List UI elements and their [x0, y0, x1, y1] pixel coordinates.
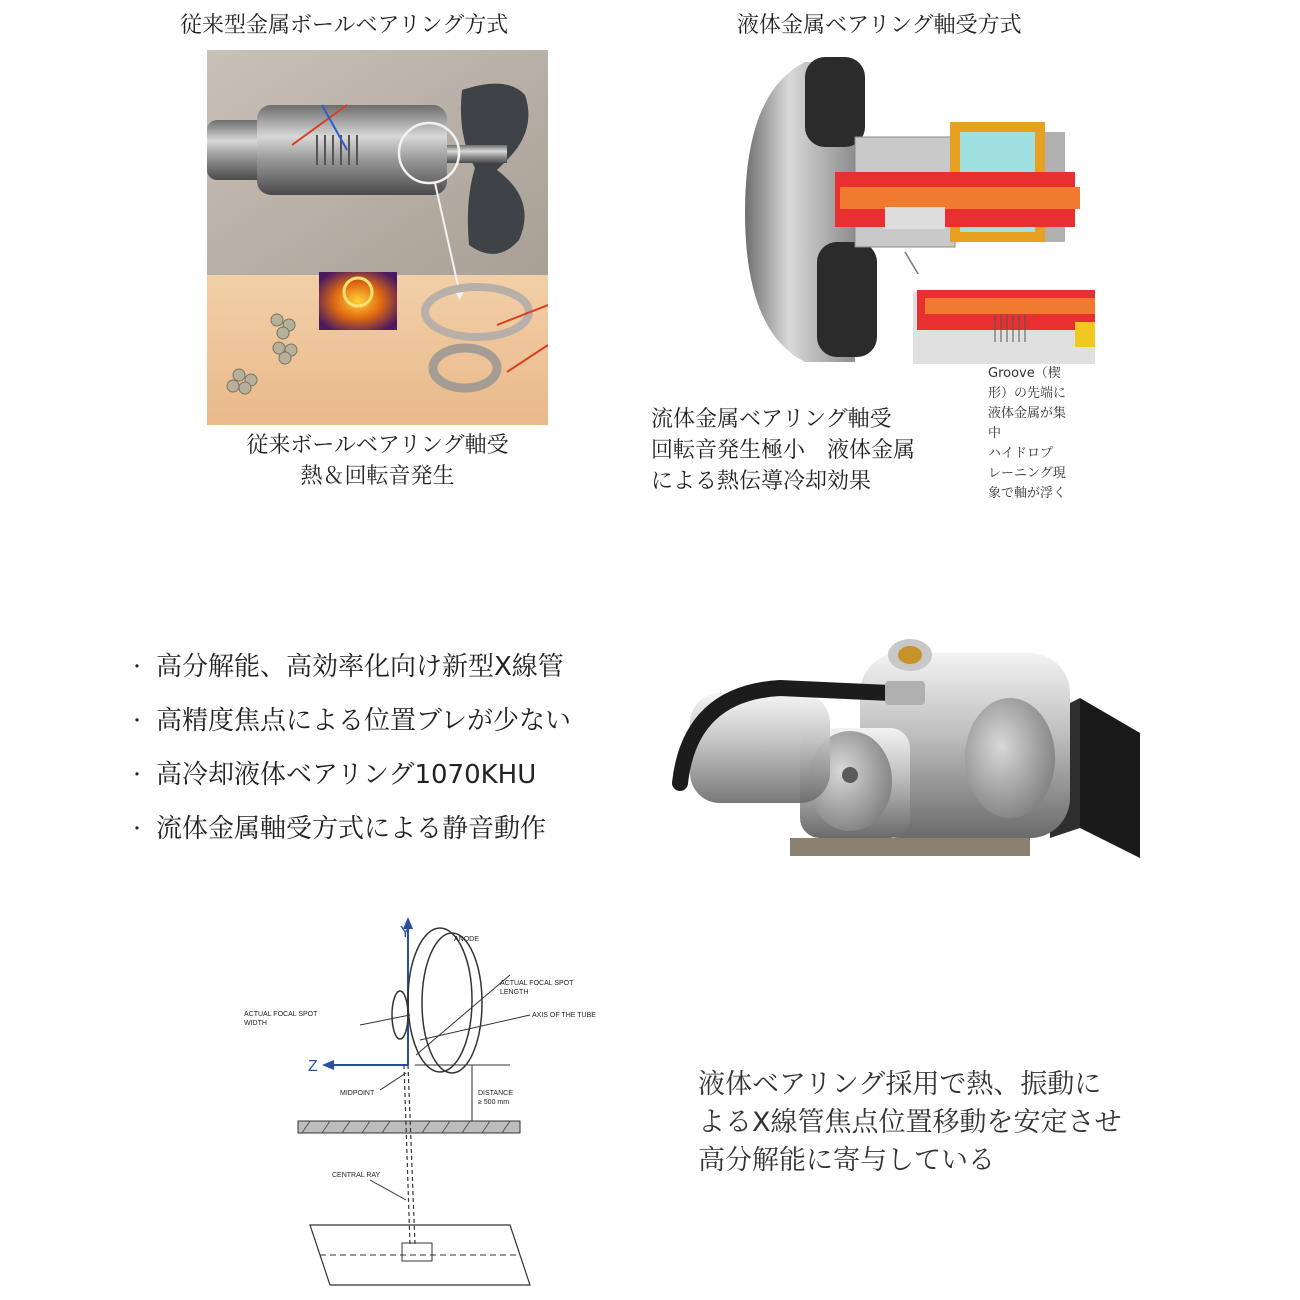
feature-text: 高分解能、高効率化向け新型X線管: [156, 652, 564, 682]
bullet-glyph: ・: [128, 818, 146, 840]
liquid-bearing-caption-line2: 回転音発生極小 液体金属: [651, 438, 916, 463]
xray-tube-image: [660, 633, 1140, 863]
summary-line1: 液体ベアリング採用で熱、振動に: [698, 1069, 1102, 1100]
liquid-bearing-cutaway: [745, 52, 1100, 370]
bullet-glyph: ・: [128, 710, 146, 732]
feature-text: 高精度焦点による位置ブレが少ない: [156, 706, 571, 736]
summary-line2: よるX線管焦点位置移動を安定させ: [698, 1107, 1122, 1138]
liquid-bearing-caption: [651, 404, 981, 497]
ball-bearing-caption: [207, 430, 548, 492]
feature-list: [128, 640, 571, 856]
ball-bearing-title: 従来型金属ボールベアリング方式: [180, 13, 509, 38]
diagram-label-axis: AXIS OF THE TUBE: [532, 1012, 596, 1019]
groove-note-line4: 中: [988, 426, 1002, 441]
groove-note: [988, 364, 1098, 504]
diagram-label-distance-2: ≥ 500 mm: [478, 1099, 510, 1106]
feature-item: [128, 802, 571, 856]
diagram-label-length-2: LENGTH: [500, 989, 529, 996]
groove-note-line1: Groove（楔: [988, 366, 1061, 381]
diagram-label-central-ray: CENTRAL RAY: [332, 1172, 381, 1179]
ball-bearing-caption-line1: 従来ボールベアリング軸受: [246, 433, 509, 458]
groove-note-line3: 液体金属が集: [988, 406, 1067, 421]
groove-note-line6: レーニング現: [988, 466, 1066, 481]
groove-note-line2: 形）の先端に: [988, 386, 1067, 401]
feature-item: [128, 640, 571, 694]
feature-item: [128, 748, 571, 802]
diagram-label-length-1: ACTUAL FOCAL SPOT: [500, 980, 574, 987]
bullet-glyph: ・: [128, 764, 146, 786]
liquid-bearing-title: 液体金属ベアリング軸受方式: [737, 13, 1022, 38]
diagram-label-distance-1: DISTANCE: [478, 1090, 513, 1097]
liquid-bearing-caption-line1: 流体金属ベアリング軸受: [651, 407, 892, 432]
groove-note-line5: ハイドロプ: [988, 446, 1054, 461]
diagram-label-z: Z: [308, 1058, 318, 1075]
summary-line3: 高分解能に寄与している: [698, 1145, 995, 1176]
liquid-bearing-caption-line3: による熱伝導冷却効果: [651, 469, 872, 494]
feature-text: 流体金属軸受方式による静音動作: [156, 814, 547, 844]
diagram-label-width-1: ACTUAL FOCAL SPOT: [244, 1011, 318, 1018]
focal-spot-diagram: [210, 915, 620, 1295]
diagram-label-width-2: WIDTH: [244, 1020, 267, 1027]
ball-bearing-caption-line2: 熱＆回転音発生: [300, 464, 455, 489]
summary-text: [698, 1066, 1178, 1180]
diagram-label-y: Y: [400, 924, 411, 941]
feature-text: 高冷却液体ベアリング1070KHU: [156, 760, 537, 790]
groove-note-line7: 象で軸が浮く: [988, 486, 1067, 501]
ball-bearing-photo: [207, 50, 548, 425]
diagram-label-midpoint: MIDPOINT: [340, 1090, 375, 1097]
diagram-label-anode: ANODE: [454, 936, 479, 943]
feature-item: [128, 694, 571, 748]
bullet-glyph: ・: [128, 656, 146, 678]
